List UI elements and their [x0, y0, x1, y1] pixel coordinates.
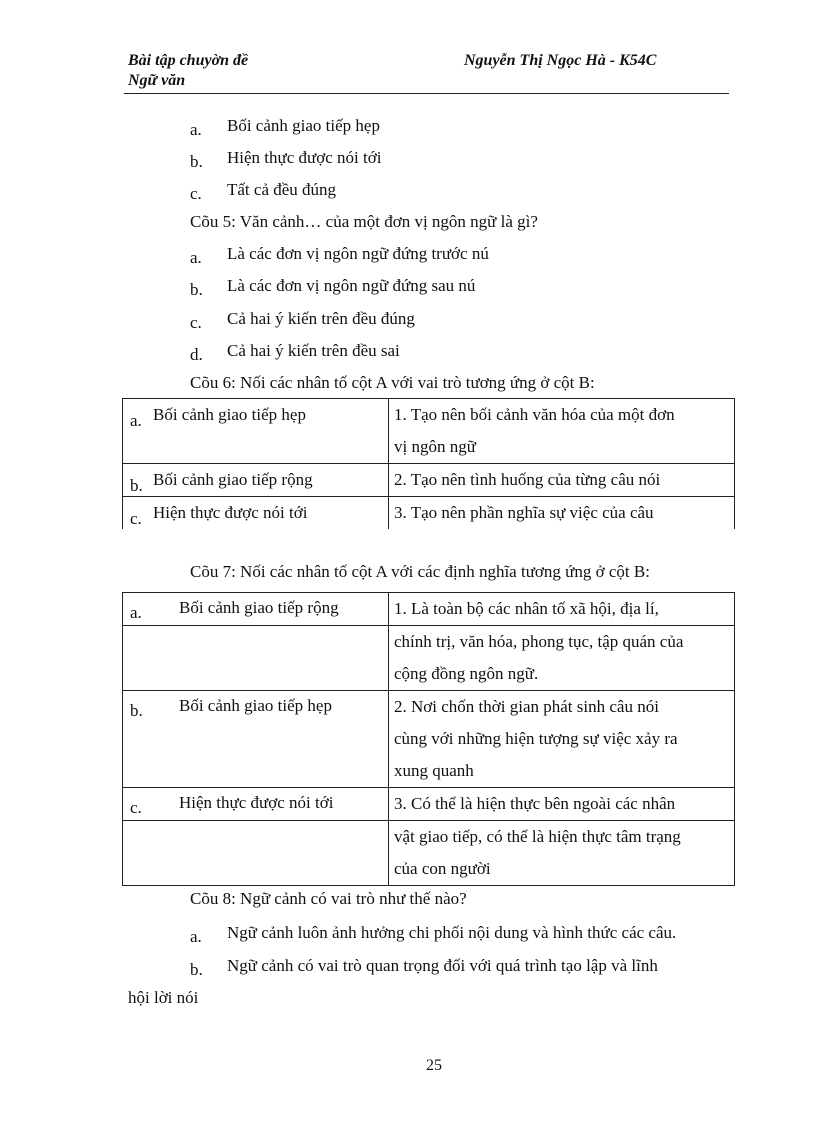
q7-col-b-cell — [389, 626, 735, 691]
factor-text: Bối cảnh giao tiếp hẹp — [179, 696, 332, 715]
row-marker: b. — [130, 701, 143, 720]
table-row — [123, 593, 735, 626]
definition-text: 1. Là toàn bộ các nhân tố xã hội, địa lí, — [394, 599, 659, 618]
q7-col-b-cell — [389, 593, 735, 626]
q8-question: Cõu 8: Ngữ cảnh có vai trò như thế nào? — [190, 889, 467, 908]
definition-text: 2. Nơi chốn thời gian phát sinh câu nói — [394, 697, 659, 716]
option-text: Là các đơn vị ngôn ngữ đứng trước nú — [227, 244, 489, 263]
q7-col-a-cell — [123, 593, 389, 626]
option-marker: d. — [190, 345, 203, 364]
definition-text: 3. Có thể là hiện thực bên ngoài các nhân — [394, 794, 676, 813]
row-marker: b. — [130, 476, 143, 495]
table-row — [123, 691, 735, 788]
header-divider — [124, 93, 729, 94]
q7-col-a-cell — [123, 691, 389, 788]
definition-text: cộng đồng ngôn ngữ. — [394, 664, 539, 683]
option-marker: b. — [190, 280, 203, 299]
q7-col-b-cell — [389, 691, 735, 788]
header-subject — [128, 51, 248, 91]
option-marker: a. — [190, 927, 202, 946]
definition-text: xung quanh — [394, 761, 474, 780]
table-row — [123, 626, 735, 691]
table-row — [123, 497, 735, 530]
option-text: Tất cả đều đúng — [227, 180, 337, 199]
option-marker: a. — [190, 248, 202, 267]
q7-question: Cõu 7: Nối các nhân tố cột A với các định nghĩa tương ứng ở cột B: — [190, 562, 650, 581]
role-text: 2. Tạo nên tình huống của từng câu nói — [394, 470, 661, 489]
table-row — [123, 464, 735, 497]
header-subject-line2: Ngữ văn — [128, 72, 186, 89]
option-text: Ngữ cảnh có vai trò quan trọng đối với quá trình tạo lập và lĩnh — [227, 956, 658, 975]
definition-text: cùng với những hiện tượng sự việc xảy ra — [394, 729, 678, 748]
q6-col-a-cell — [123, 399, 389, 464]
role-text: 3. Tạo nên phần nghĩa sự việc của câu — [394, 503, 654, 522]
q8-option-b-continuation: hội lời nói — [128, 988, 199, 1007]
header-author: Nguyễn Thị Ngọc Hà - K54C — [464, 52, 657, 69]
row-marker: c. — [130, 509, 142, 528]
definition-text: của con người — [394, 859, 491, 878]
row-marker: a. — [130, 411, 142, 430]
q7-col-a-cell-empty — [123, 821, 389, 886]
table-row — [123, 399, 735, 464]
table-row — [123, 821, 735, 886]
q7-col-b-cell — [389, 821, 735, 886]
page-number: 25 — [426, 1057, 442, 1074]
factor-text: Bối cảnh giao tiếp rộng — [153, 470, 313, 489]
q6-col-b-cell — [389, 464, 735, 497]
option-text: Cả hai ý kiến trên đều đúng — [227, 309, 415, 328]
q5-question: Cõu 5: Văn cảnh… của một đơn vị ngôn ngữ là gì? — [190, 212, 538, 231]
option-text: Hiện thực được nói tới — [227, 148, 382, 167]
row-marker: c. — [130, 798, 142, 817]
q6-col-b-cell — [389, 497, 735, 530]
q6-col-a-cell — [123, 464, 389, 497]
factor-text: Bối cảnh giao tiếp hẹp — [153, 405, 306, 424]
option-marker: a. — [190, 120, 202, 139]
option-marker: b. — [190, 152, 203, 171]
factor-text: Bối cảnh giao tiếp rộng — [179, 598, 339, 617]
role-text: vị ngôn ngữ — [394, 437, 476, 456]
table-row — [123, 788, 735, 821]
q7-col-a-cell-empty — [123, 626, 389, 691]
q6-table — [122, 398, 735, 529]
factor-text: Hiện thực được nói tới — [179, 793, 334, 812]
option-marker: b. — [190, 960, 203, 979]
option-text: Cả hai ý kiến trên đều sai — [227, 341, 400, 360]
definition-text: vật giao tiếp, có thể là hiện thực tâm trạng — [394, 827, 681, 846]
q7-col-a-cell — [123, 788, 389, 821]
factor-text: Hiện thực được nói tới — [153, 503, 308, 522]
q7-col-b-cell — [389, 788, 735, 821]
row-marker: a. — [130, 603, 142, 622]
q6-col-b-cell — [389, 399, 735, 464]
q7-table — [122, 592, 735, 886]
option-text: Bối cảnh giao tiếp hẹp — [227, 116, 380, 135]
option-text: Ngữ cảnh luôn ảnh hưởng chi phối nội dung và hình thức các câu. — [227, 923, 677, 942]
header-subject-line1: Bài tập chuyờn đề — [128, 52, 249, 69]
option-text: Là các đơn vị ngôn ngữ đứng sau nú — [227, 276, 476, 295]
q6-col-a-cell — [123, 497, 389, 530]
role-text: 1. Tạo nên bối cảnh văn hóa của một đơn — [394, 405, 675, 424]
definition-text: chính trị, văn hóa, phong tục, tập quán của — [394, 632, 684, 651]
q6-question: Cõu 6: Nối các nhân tố cột A với vai trò tương ứng ở cột B: — [190, 373, 595, 392]
option-marker: c. — [190, 184, 202, 203]
option-marker: c. — [190, 313, 202, 332]
